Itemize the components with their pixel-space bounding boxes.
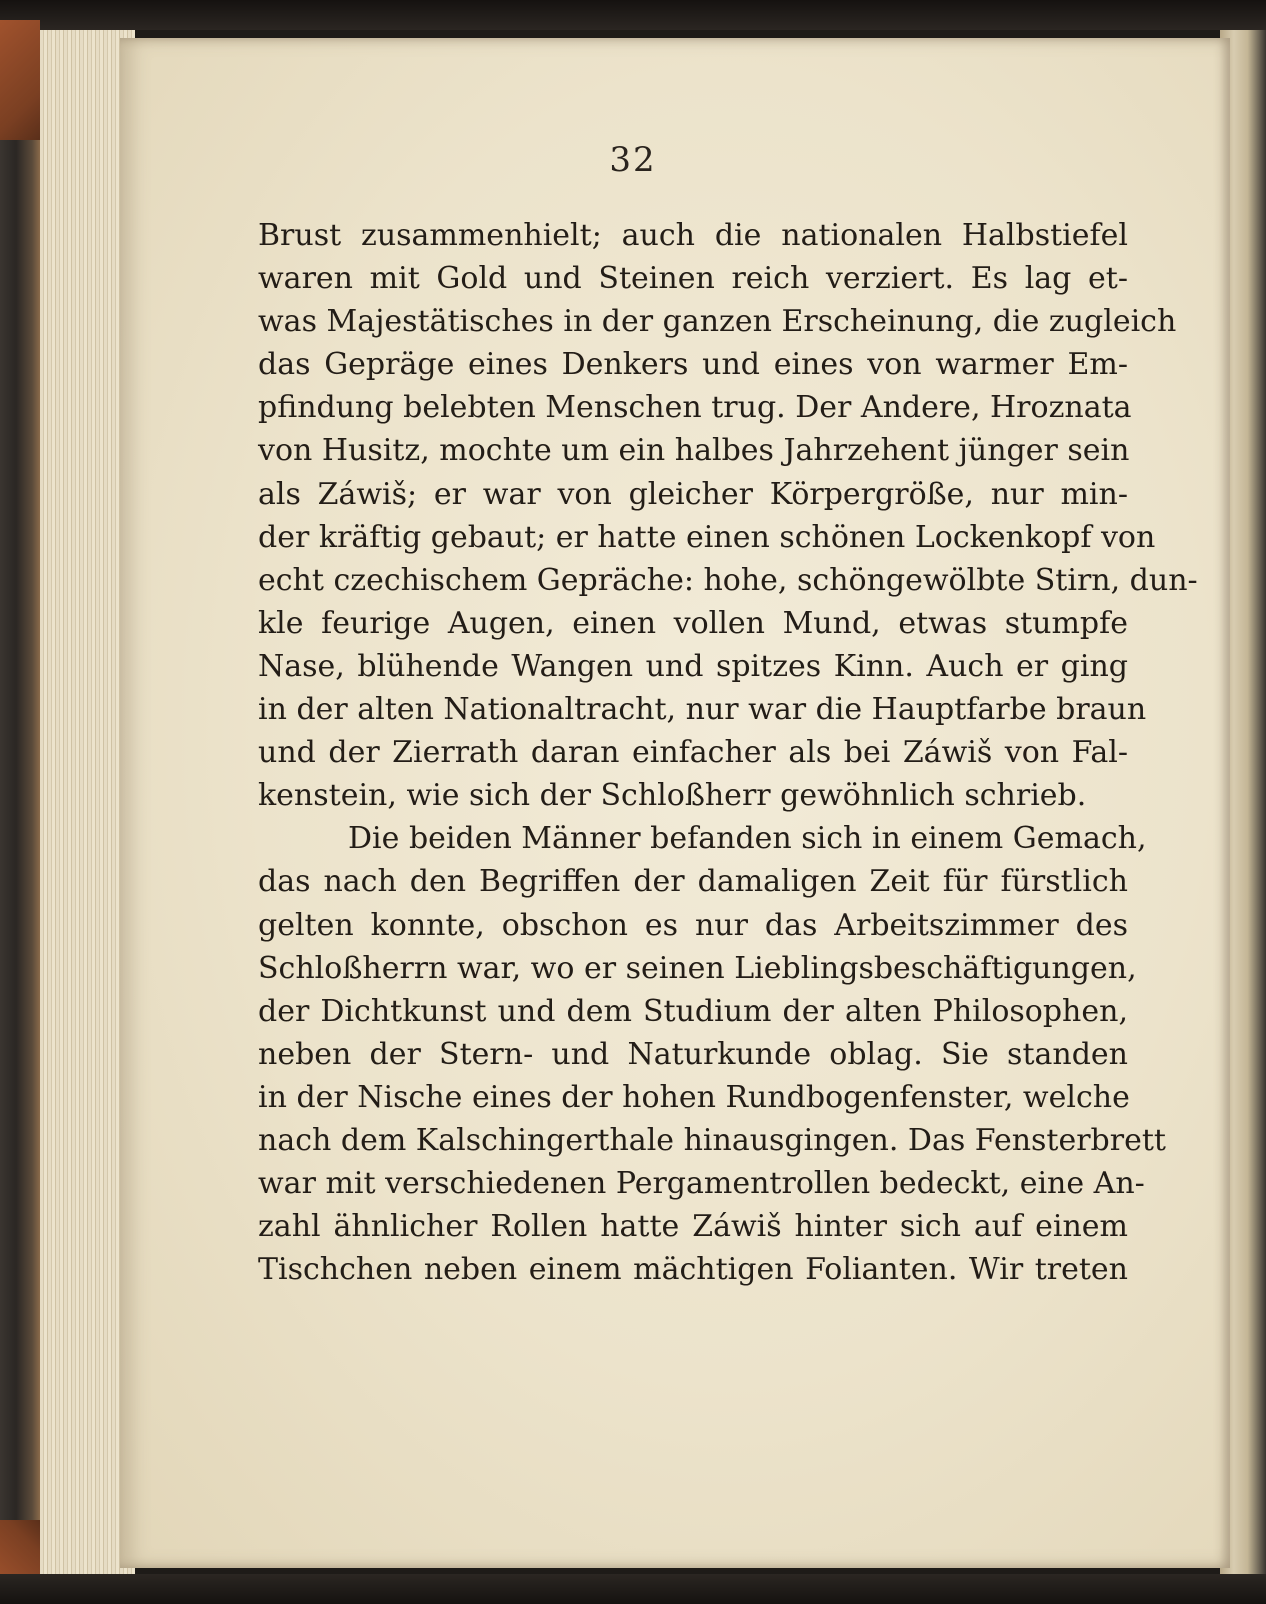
text-line: Schloßherrn war, wo er seinen Lieblingsbeschäftigungen, (258, 950, 1137, 986)
text-line: der Dichtkunst und dem Studium der alten Philosophen, (258, 993, 1128, 1029)
page-number: 32 (609, 140, 657, 180)
text-line: gelten konnte, obschon es nur das Arbeitszimmer des (258, 907, 1128, 943)
paragraph-start-line: Die beiden Männer befanden sich in einem Gemach, (348, 821, 1147, 857)
text-line: von Husitz, mochte um ein halbes Jahrzehent jünger sein (258, 433, 1130, 469)
text-line: in der alten Nationaltracht, nur war die Hauptfarbe braun (258, 692, 1147, 728)
scan-bottom-border (0, 1574, 1266, 1604)
text-line: echt czechischem Gepräche: hohe, schöngewölbte Stirn, dun- (258, 562, 1198, 598)
text-line: nach dem Kalschingerthale hinausgingen. Das Fensterbrett (258, 1122, 1166, 1158)
text-line: Tischchen neben einem mächtigen Folianten. Wir treten (258, 1252, 1128, 1288)
text-line: kle feurige Augen, einen vollen Mund, etwas stumpfe (258, 605, 1128, 641)
body-text (258, 214, 1198, 1291)
book-cover-edge (0, 20, 40, 1590)
text-line: als Záwiš; er war von gleicher Körpergröße, nur min- (258, 476, 1128, 512)
text-line: das Gepräge eines Denkers und eines von warmer Em- (258, 347, 1128, 383)
leather-corner-top (0, 20, 40, 140)
text-line: zahl ähnlicher Rollen hatte Záwiš hinter sich auf einem (258, 1209, 1128, 1245)
text-line: Brust zusammenhielt; auch die nationalen Halbstiefel (258, 218, 1128, 253)
text-line: pfindung belebten Menschen trug. Der Andere, Hroznata (258, 390, 1132, 426)
text-line: das nach den Begriffen der damaligen Zeit für fürstlich (258, 864, 1128, 900)
scan-top-border (0, 0, 1266, 30)
text-line: in der Nische eines der hohen Rundbogenfenster, welche (258, 1079, 1130, 1115)
text-line: war mit verschiedenen Pergamentrollen bedeckt, eine An- (258, 1166, 1145, 1202)
text-line: Nase, blühende Wangen und spitzes Kinn. Auch er ging (258, 648, 1128, 684)
text-line: neben der Stern- und Naturkunde oblag. Sie standen (258, 1036, 1128, 1072)
text-line: der kräftig gebaut; er hatte einen schönen Lockenkopf von (258, 519, 1156, 555)
paragraph-end-line: kenstein, wie sich der Schloßherr gewöhnlich schrieb. (258, 778, 1087, 814)
text-line: was Majestätisches in der ganzen Erscheinung, die zugleich (258, 304, 1177, 340)
text-line: waren mit Gold und Steinen reich verziert. Es lag et- (258, 261, 1128, 297)
text-line: und der Zierrath daran einfacher als bei Záwiš von Fal- (258, 735, 1128, 771)
